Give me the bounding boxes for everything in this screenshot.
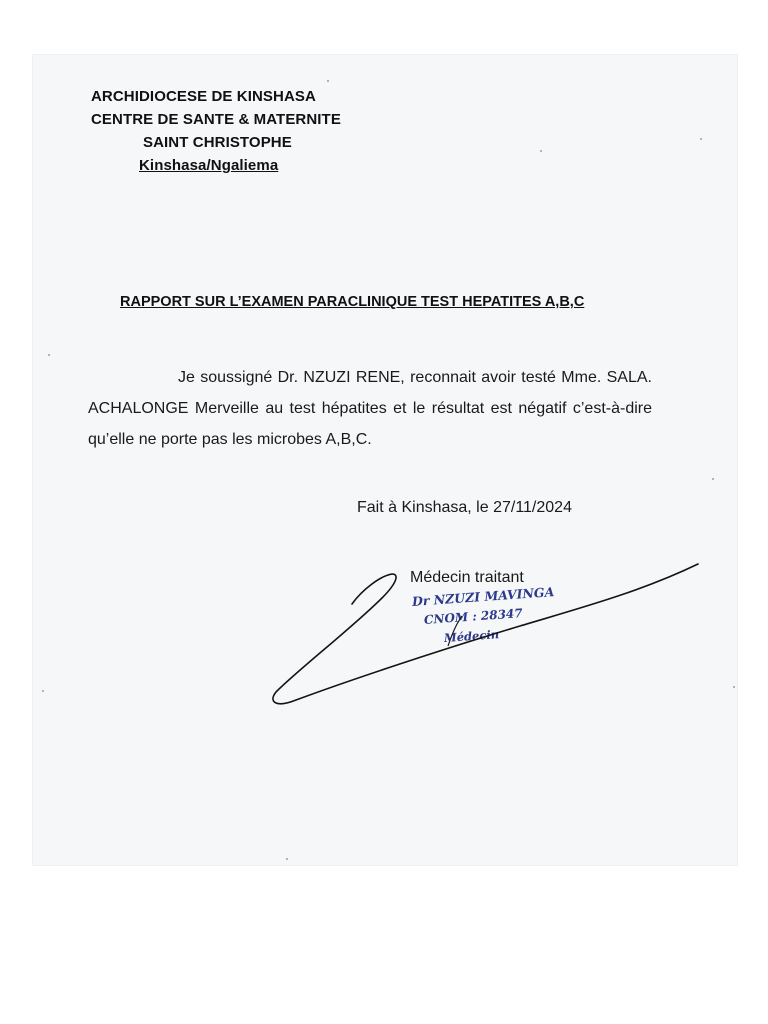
- paper-speck: [733, 686, 735, 688]
- header-saint: SAINT CHRISTOPHE: [143, 134, 292, 151]
- stamp-role: Médecin: [443, 627, 500, 645]
- doctor-role: Médecin traitant: [410, 569, 524, 586]
- report-body: Je soussigné Dr. NZUZI RENE, reconnait avoir testé Mme. SALA. ACHALONGE Merveille au test hépatites et le résultat est négatif c’est-à-dire qu’elle ne porte pas les microbes A,B,C.: [88, 369, 652, 448]
- paper-speck: [286, 858, 288, 860]
- header-diocese: ARCHIDIOCESE DE KINSHASA: [91, 88, 316, 105]
- document-sheet: [32, 54, 738, 866]
- paper-speck: [48, 354, 50, 356]
- document-title: RAPPORT SUR L’EXAMEN PARACLINIQUE TEST HEPATITES A,B,C: [120, 294, 585, 310]
- paper-speck: [42, 690, 44, 692]
- place-date: Fait à Kinshasa, le 27/11/2024: [357, 499, 572, 516]
- paper-speck: [327, 80, 329, 82]
- header-location: Kinshasa/Ngaliema: [139, 157, 279, 174]
- paper-speck: [540, 150, 542, 152]
- stamp-cnom: CNOM : 28347: [423, 606, 524, 627]
- paper-speck: [712, 478, 714, 480]
- stamp-name: Dr NZUZI MAVINGA: [411, 584, 555, 609]
- header-centre: CENTRE DE SANTE & MATERNITE: [91, 111, 341, 128]
- paper-speck: [700, 138, 702, 140]
